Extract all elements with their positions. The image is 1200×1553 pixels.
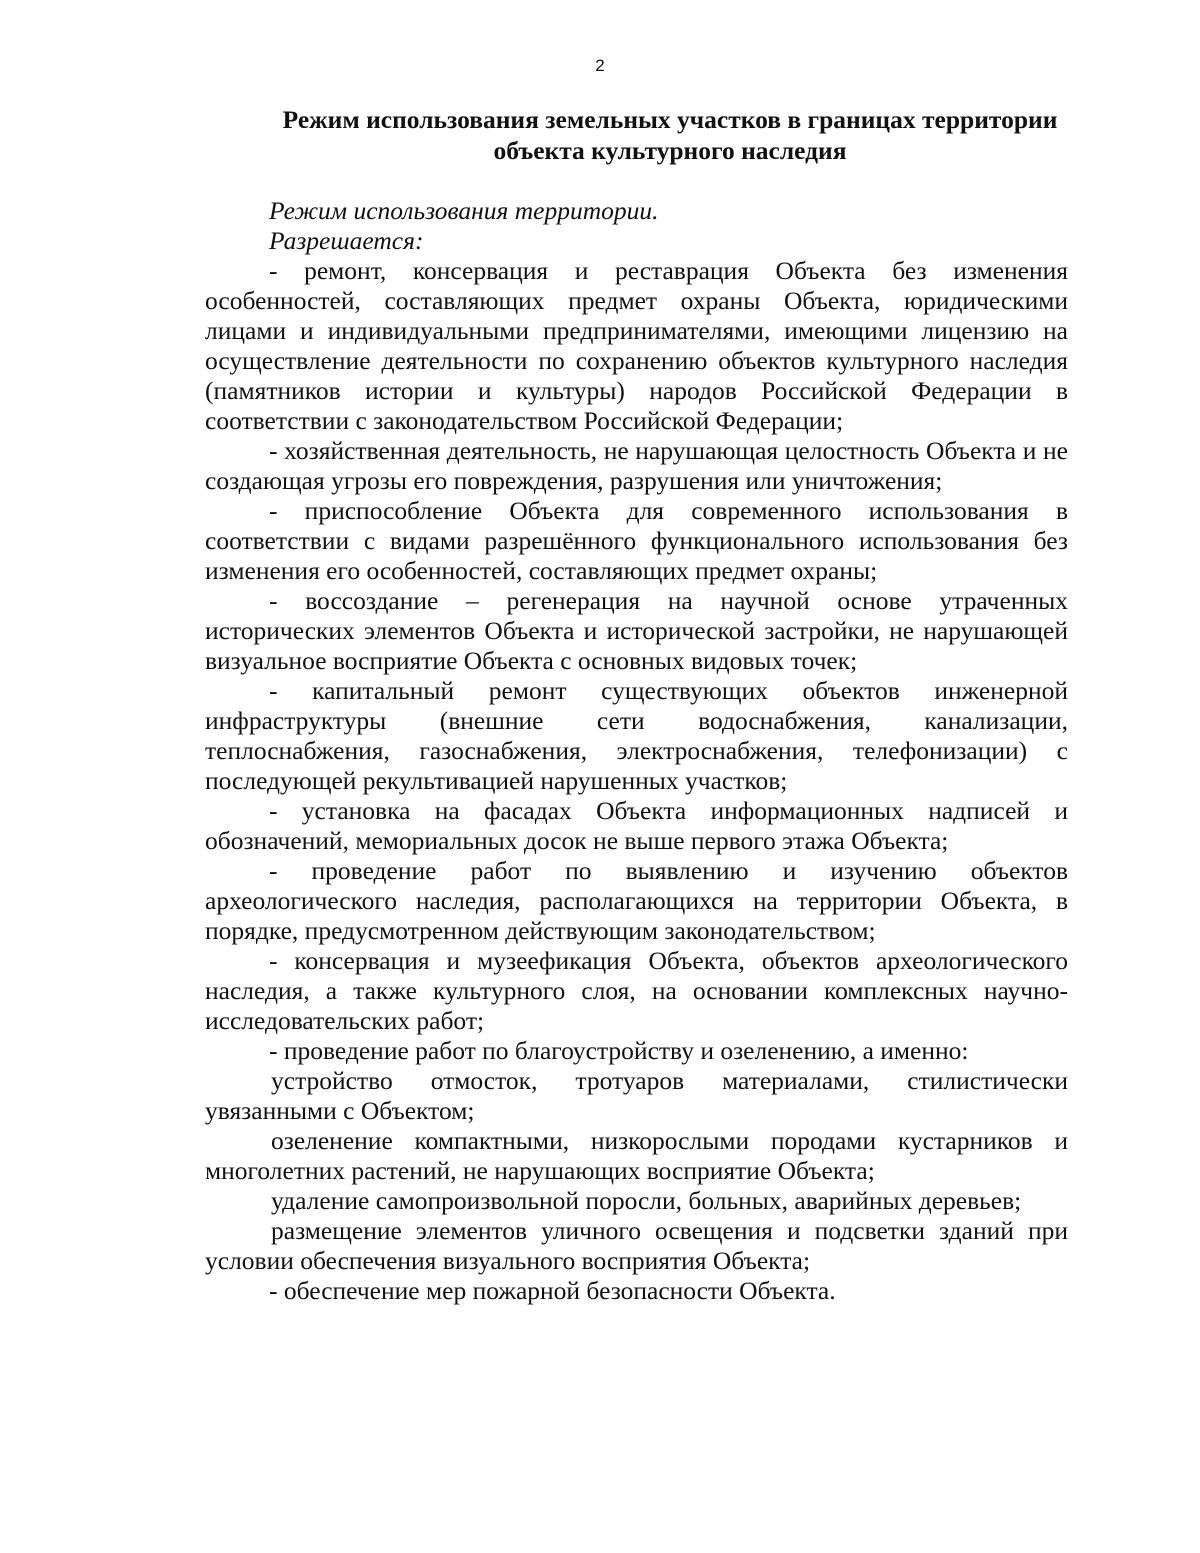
sub-list-item: размещение элементов уличного освещения и подсветки зданий при условии обеспечения визуального восприятия Объекта; — [205, 1216, 1068, 1275]
list-item: - установка на фасадах Объекта информационных надписей и обозначений, мемориальных досок не выше первого этажа Объекта; — [205, 796, 1068, 855]
sub-list-item: удаление самопроизвольной поросли, больных, аварийных деревьев; — [271, 1186, 1022, 1215]
list-item: - ремонт, консервация и реставрация Объекта без изменения особенностей, составляющих предмет охраны Объекта, юридическими лицами и индивидуальными предпринимателями, имеющими лицензию на осуществление деятельности по сохранению объектов культурного наследия (памятников истории и культуры) народов Российской Федерации в соответствии с законодательством Российской Федерации; — [205, 256, 1068, 435]
document-title — [250, 104, 1090, 166]
document-body — [205, 196, 1068, 1306]
page-number: 2 — [595, 56, 605, 75]
list-item: - консервация и музеефикация Объекта, объектов археологического наследия, а также культурного слоя, на основании комплексных научно-исследовательских работ; — [205, 946, 1068, 1035]
list-item: - хозяйственная деятельность, не нарушающая целостность Объекта и не создающая угрозы его повреждения, разрушения или уничтожения; — [205, 436, 1068, 495]
list-item: - проведение работ по выявлению и изучению объектов археологического наследия, располагающихся на территории Объекта, в порядке, предусмотренном действующим законодательством; — [205, 856, 1068, 945]
title-line-2: объекта культурного наследия — [493, 136, 847, 165]
title-line-1: Режим использования земельных участков в границах территории — [282, 105, 1058, 134]
list-item: - воссоздание – регенерация на научной основе утраченных исторических элементов Объекта и исторической застройки, не нарушающей визуальное восприятие Объекта с основных видовых точек; — [205, 586, 1068, 675]
sub-list-item: устройство отмосток, тротуаров материалами, стилистически увязанными с Объектом; — [205, 1066, 1068, 1125]
allowed-heading: Разрешается: — [269, 226, 424, 255]
sub-list-item: озеленение компактными, низкорослыми породами кустарников и многолетних растений, не нарушающих восприятие Объекта; — [205, 1126, 1068, 1185]
list-item: - проведение работ по благоустройству и озеленению, а именно: — [269, 1036, 969, 1065]
list-item-last: - обеспечение мер пожарной безопасности Объекта. — [269, 1276, 836, 1305]
list-item: - капитальный ремонт существующих объектов инженерной инфраструктуры (внешние сети водоснабжения, канализации, теплоснабжения, газоснабжения, электроснабжения, телефонизации) с последующей рекультивацией нарушенных участков; — [205, 676, 1068, 795]
regime-heading: Режим использования территории. — [269, 196, 659, 225]
list-item: - приспособление Объекта для современного использования в соответствии с видами разрешённого функционального использования без изменения его особенностей, составляющих предмет охраны; — [205, 496, 1068, 585]
